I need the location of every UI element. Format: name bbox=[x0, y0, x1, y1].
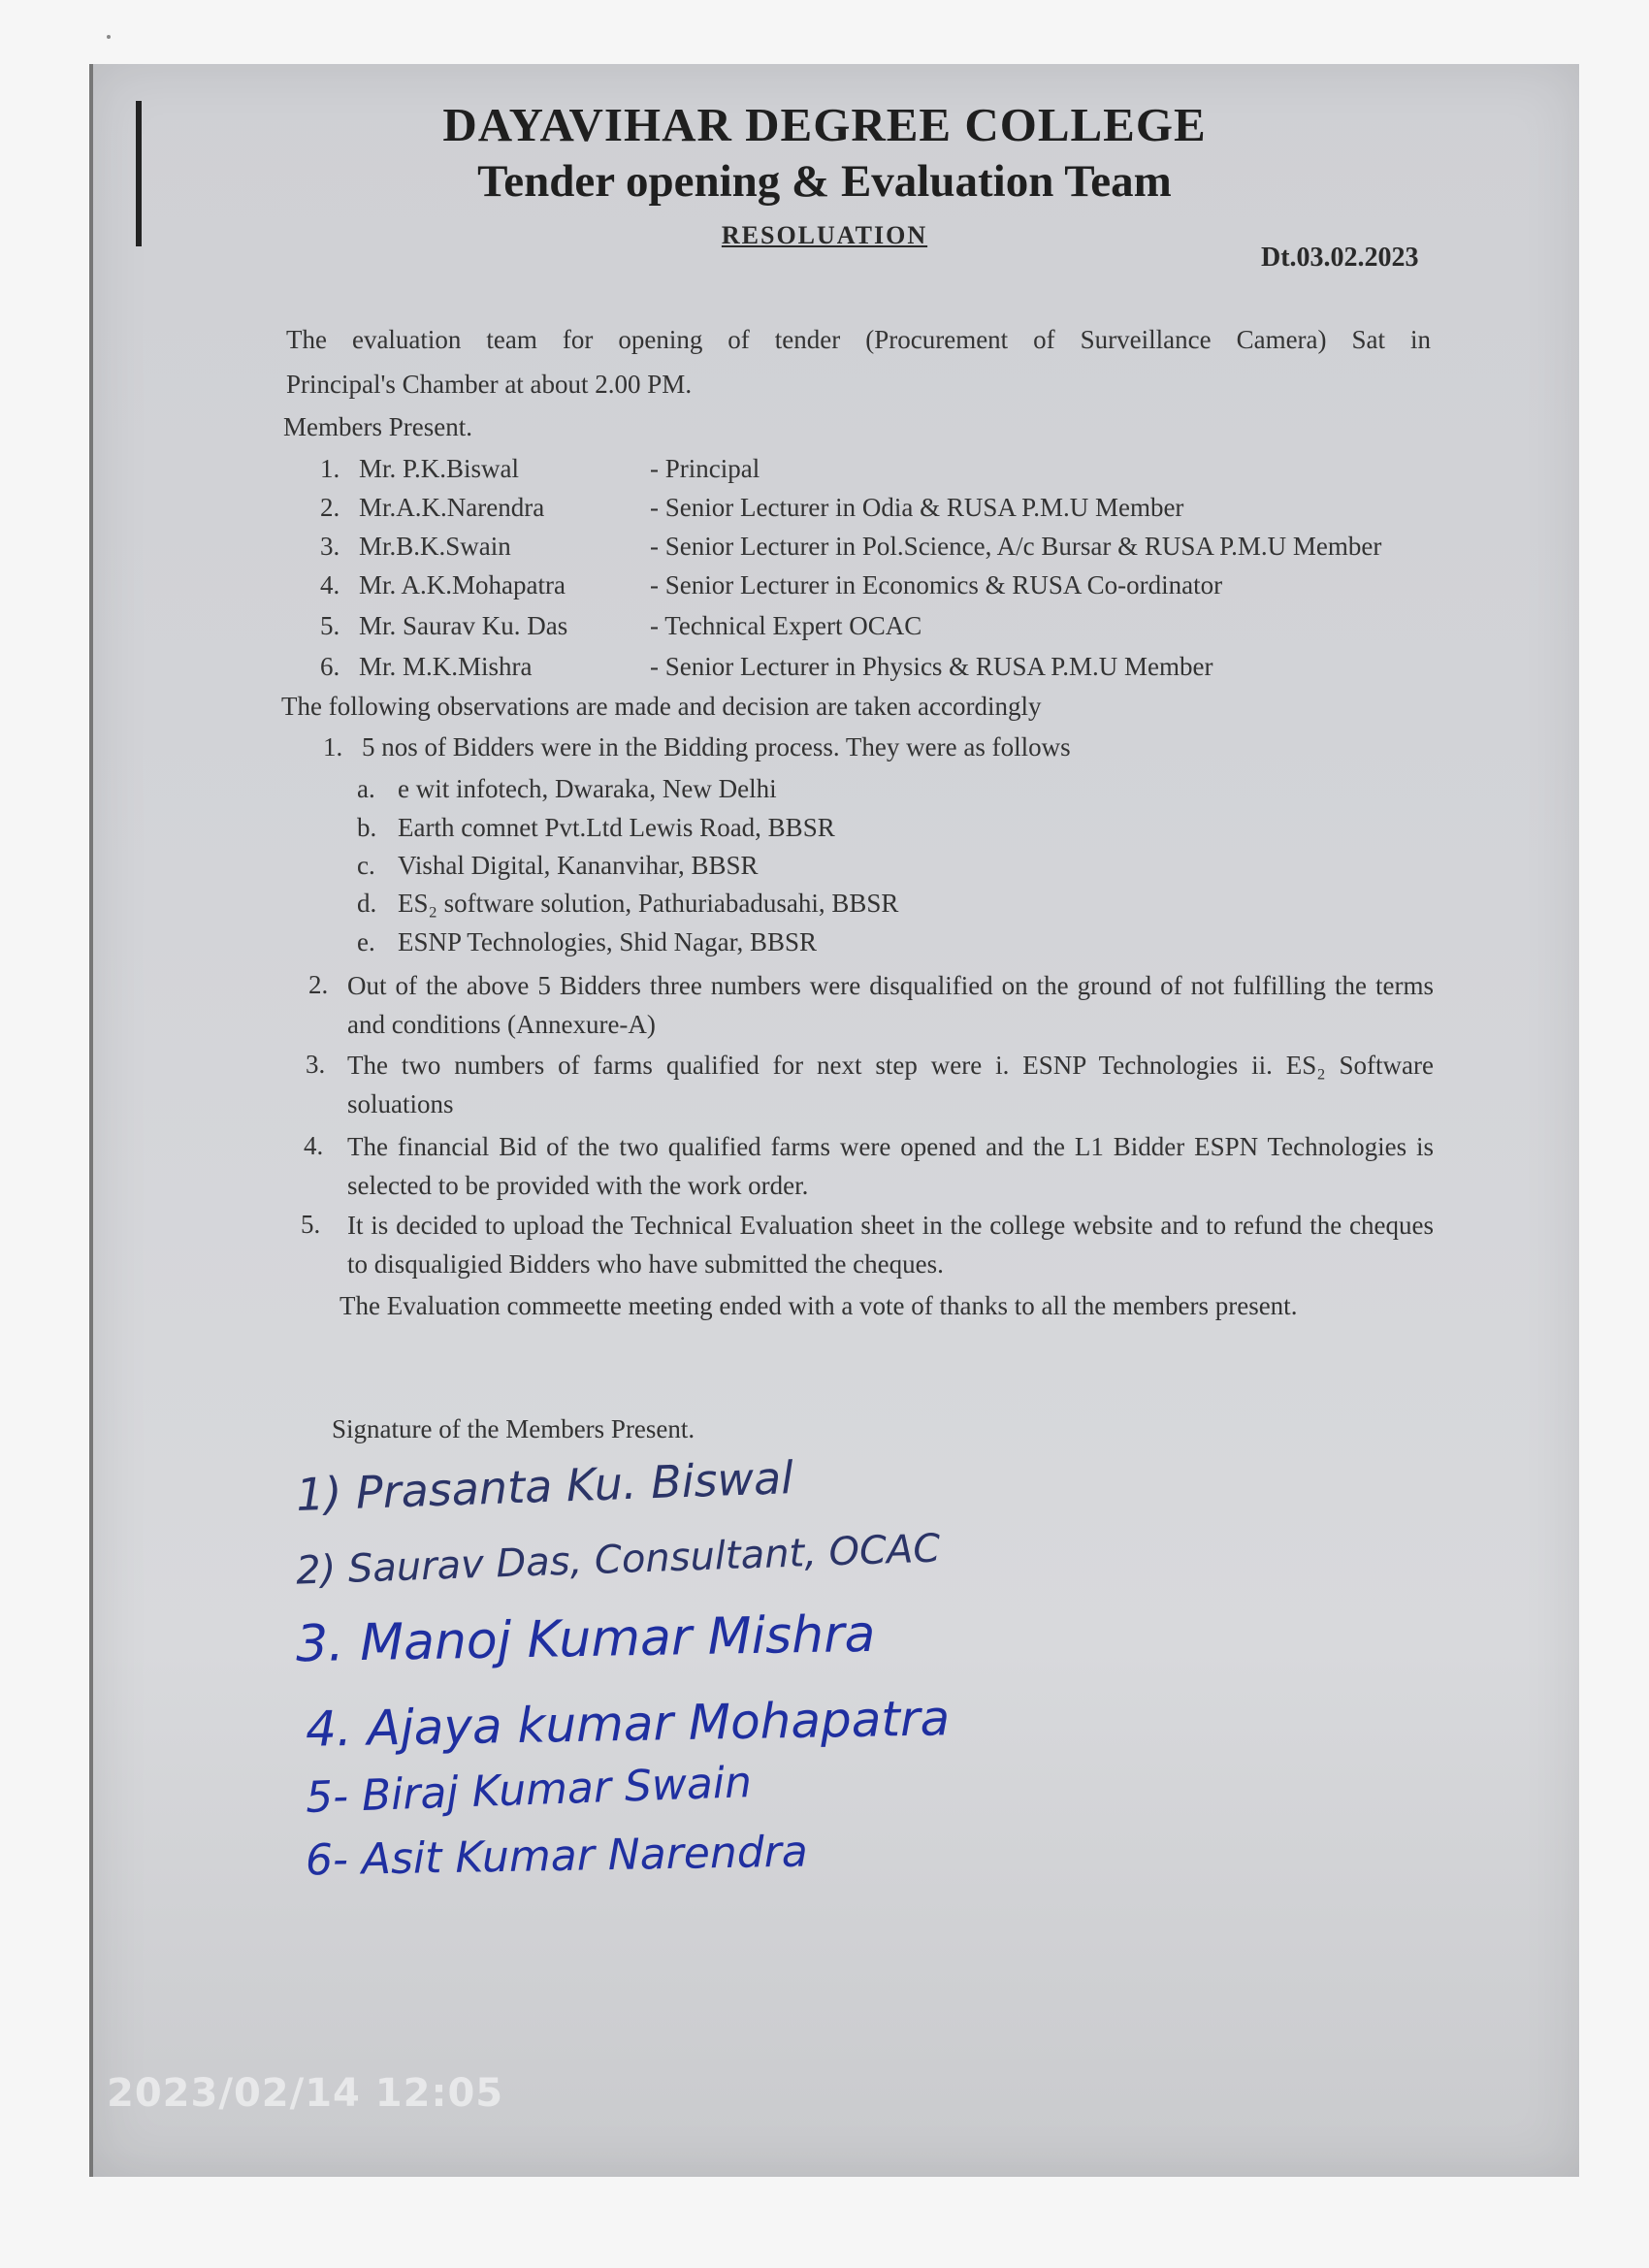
member-number: 4. bbox=[320, 570, 340, 599]
intro-line-1: The evaluation team for opening of tender (Procurement of Surveillance Camera) Sat in bbox=[286, 325, 1431, 354]
signature-heading: Signature of the Members Present. bbox=[332, 1414, 695, 1443]
member-number: 5. bbox=[320, 611, 340, 640]
scan-speck bbox=[107, 35, 111, 39]
signature-4: 4. Ajaya kumar Mohapatra bbox=[305, 1690, 951, 1758]
member-name: Mr.A.K.Narendra bbox=[359, 493, 545, 522]
member-name: Mr.B.K.Swain bbox=[359, 532, 511, 561]
point-number: 3. bbox=[306, 1050, 326, 1079]
member-name: Mr. A.K.Mohapatra bbox=[359, 570, 566, 599]
point-number: 2. bbox=[308, 970, 329, 999]
bidder-text: e wit infotech, Dwaraka, New Delhi bbox=[398, 774, 777, 803]
bidder-item bbox=[357, 851, 759, 881]
signature-2: 2) Saurav Das, Consultant, OCAC bbox=[295, 1526, 941, 1594]
member-number: 1. bbox=[320, 454, 340, 483]
point-text: The financial Bid of the two qualified farms were opened and the L1 Bidder ESPN Technologies is selected to be provided with the work order. bbox=[347, 1132, 1434, 1200]
member-row bbox=[320, 454, 760, 484]
point-text: It is decided to upload the Technical Evaluation sheet in the college website and to refund the cheques to disqualigied Bidders who have submitted the cheques. bbox=[347, 1211, 1434, 1279]
member-role: - Technical Expert OCAC bbox=[650, 611, 922, 640]
bidder-text: Vishal Digital, Kananvihar, BBSR bbox=[398, 851, 759, 880]
member-name: Mr. Saurav Ku. Das bbox=[359, 611, 568, 640]
bidder-text: ESNP Technologies, Shid Nagar, BBSR bbox=[398, 927, 818, 956]
member-role: - Senior Lecturer in Economics & RUSA Co-ordinator bbox=[650, 570, 1223, 599]
member-name: Mr. P.K.Biswal bbox=[359, 454, 520, 483]
intro-line-2: Principal's Chamber at about 2.00 PM. bbox=[286, 370, 693, 399]
member-role: - Senior Lecturer in Pol.Science, A/c Bursar & RUSA P.M.U Member bbox=[650, 532, 1382, 561]
member-name: Mr. M.K.Mishra bbox=[359, 652, 533, 681]
point-text: The two numbers of farms qualified for next step were i. ESNP Technologies ii. ES₂ Software soluations bbox=[347, 1051, 1434, 1118]
signature-5: 5- Biraj Kumar Swain bbox=[305, 1757, 753, 1824]
resolution-heading: RESOLUATION bbox=[721, 221, 928, 249]
bidder-item bbox=[357, 889, 898, 919]
bidder-text: ES₂ software solution, Pathuriabadusahi, BBSR bbox=[398, 889, 899, 918]
member-row bbox=[320, 652, 1212, 682]
signature-3: 3. Manoj Kumar Mishra bbox=[295, 1604, 876, 1674]
bidder-letter: a. bbox=[357, 774, 375, 803]
bidder-letter: e. bbox=[357, 927, 375, 956]
point-number: 5. bbox=[301, 1210, 321, 1239]
team-title: Tender opening & Evaluation Team bbox=[477, 156, 1172, 207]
bidder-item bbox=[357, 927, 817, 957]
point-number: 1. bbox=[323, 732, 343, 761]
observations-heading: The following observations are made and decision are taken accordingly bbox=[281, 692, 1042, 721]
member-number: 6. bbox=[320, 652, 340, 681]
signature-1: 1) Prasanta Ku. Biswal bbox=[295, 1451, 794, 1521]
member-role: - Principal bbox=[650, 454, 760, 483]
point-text: Out of the above 5 Bidders three numbers were disqualified on the ground of not fulfilling the terms and conditions (Annexure-A) bbox=[347, 971, 1434, 1039]
point-text: 5 nos of Bidders were in the Bidding process. They were as follows bbox=[362, 732, 1071, 761]
member-role: - Senior Lecturer in Odia & RUSA P.M.U Member bbox=[650, 493, 1184, 522]
member-row bbox=[320, 611, 922, 641]
scan-timestamp: 2023/02/14 12:05 bbox=[107, 2071, 504, 2116]
member-row bbox=[320, 493, 1183, 523]
member-row bbox=[320, 532, 1381, 562]
bidder-letter: b. bbox=[357, 813, 377, 842]
member-role: - Senior Lecturer in Physics & RUSA P.M.U Member bbox=[650, 652, 1213, 681]
bidder-letter: d. bbox=[357, 889, 377, 918]
document-date: Dt.03.02.2023 bbox=[1261, 243, 1419, 273]
bidder-text: Earth comnet Pvt.Ltd Lewis Road, BBSR bbox=[398, 813, 835, 842]
member-row bbox=[320, 570, 1222, 600]
college-title: DAYAVIHAR DEGREE COLLEGE bbox=[442, 98, 1207, 151]
signature-6: 6- Asit Kumar Narendra bbox=[305, 1827, 809, 1886]
member-number: 2. bbox=[320, 493, 340, 522]
member-number: 3. bbox=[320, 532, 340, 561]
point-number: 4. bbox=[304, 1131, 324, 1160]
members-heading: Members Present. bbox=[283, 412, 472, 441]
closing-text: The Evaluation commeette meeting ended with a vote of thanks to all the members present. bbox=[340, 1291, 1298, 1320]
bidder-item bbox=[357, 813, 835, 843]
bidder-item bbox=[357, 774, 777, 804]
bidder-letter: c. bbox=[357, 851, 375, 880]
